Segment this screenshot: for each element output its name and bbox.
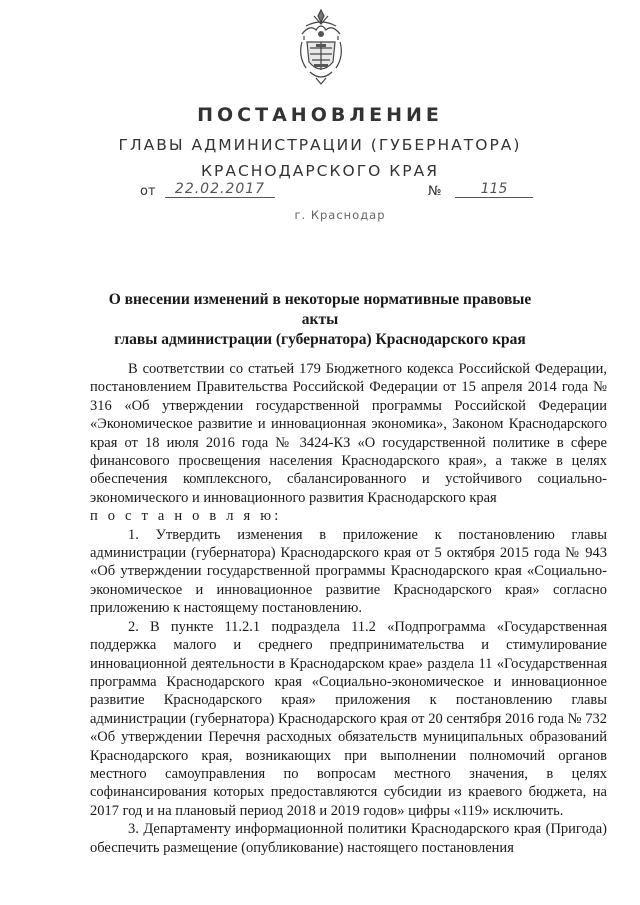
document-body [90,360,607,857]
city-name: г. Краснодар [294,208,386,222]
issuer-line-2: КРАСНОДАРСКОГО КРАЯ [200,162,440,180]
issuer-line-1: ГЛАВЫ АДМИНИСТРАЦИИ (ГУБЕРНАТОРА) [118,136,522,154]
item-1-paragraph: 1. Утвердить изменения в приложение к постановлению главы администрации (губернатора) Краснодарского края от 5 октября 2015 года № 943 «Об утверждении государственной программы Краснодарского края «Социально-экономическое и инновационное развитие Краснодарского края» согласно приложению к настоящему постановлению. [90,526,607,617]
handwritten-date: 22.02.2017 [165,181,275,198]
coat-of-arms-emblem [296,6,346,88]
item-2-paragraph: 2. В пункте 11.2.1 подраздела 11.2 «Подпрограмма «Государственная поддержка малого и среднего предпринимательства и стимулирование инновационной деятельности в Краснодарском крае» раздела 11 «Государственная программа Краснодарского края «Социально-экономическое и инновационное развитие Краснодарского края» приложения к постановлению главы администрации (губернатора) Краснодарского края от 20 сентября 2016 года № 732 «Об утверждении Перечня расходных обязательств муниципальных образований Краснодарского края, возникающих при выполнении полномочий органов местного самоуправления по вопросам местного значения, в целях софинансирования которых предоставляются субсидии из краевого бюджета, на 2017 год и на плановый период 2018 и 2019 годов» цифры «119» исключить. [90,618,607,819]
item-3-paragraph: 3. Департаменту информационной политики Краснодарского края (Пригода) обеспечить размещение (опубликование) настоящего постановления [90,821,607,856]
subject-line-2: главы администрации (губернатора) Краснодарского края [114,331,526,348]
preamble-paragraph: В соответствии со статьей 179 Бюджетного кодекса Российской Федерации, постановлением Правительства Российской Федерации от 15 апреля 2014 года № 316 «Об утверждении государственной программы Российской Федерации «Экономическое развитие и инновационная экономика», Законом Краснодарского края от 18 июля 2016 года № 3424-КЗ «О государственной политике в сфере финансового просвещения населения Краснодарского края», а также в целях обеспечения комплексного, сбалансированного и устойчивого социально-экономического и инновационного развития Краснодарского края [90,361,607,506]
document-title: ПОСТАНОВЛЕНИЕ [197,104,443,126]
document-subject [90,290,550,350]
decree-word: п о с т а н о в л я ю: [90,508,282,525]
subject-line-1: О внесении изменений в некоторые нормативные правовые акты [108,291,532,328]
number-label: № [428,184,442,199]
handwritten-number: 115 [455,181,533,198]
date-label: от [140,184,156,199]
